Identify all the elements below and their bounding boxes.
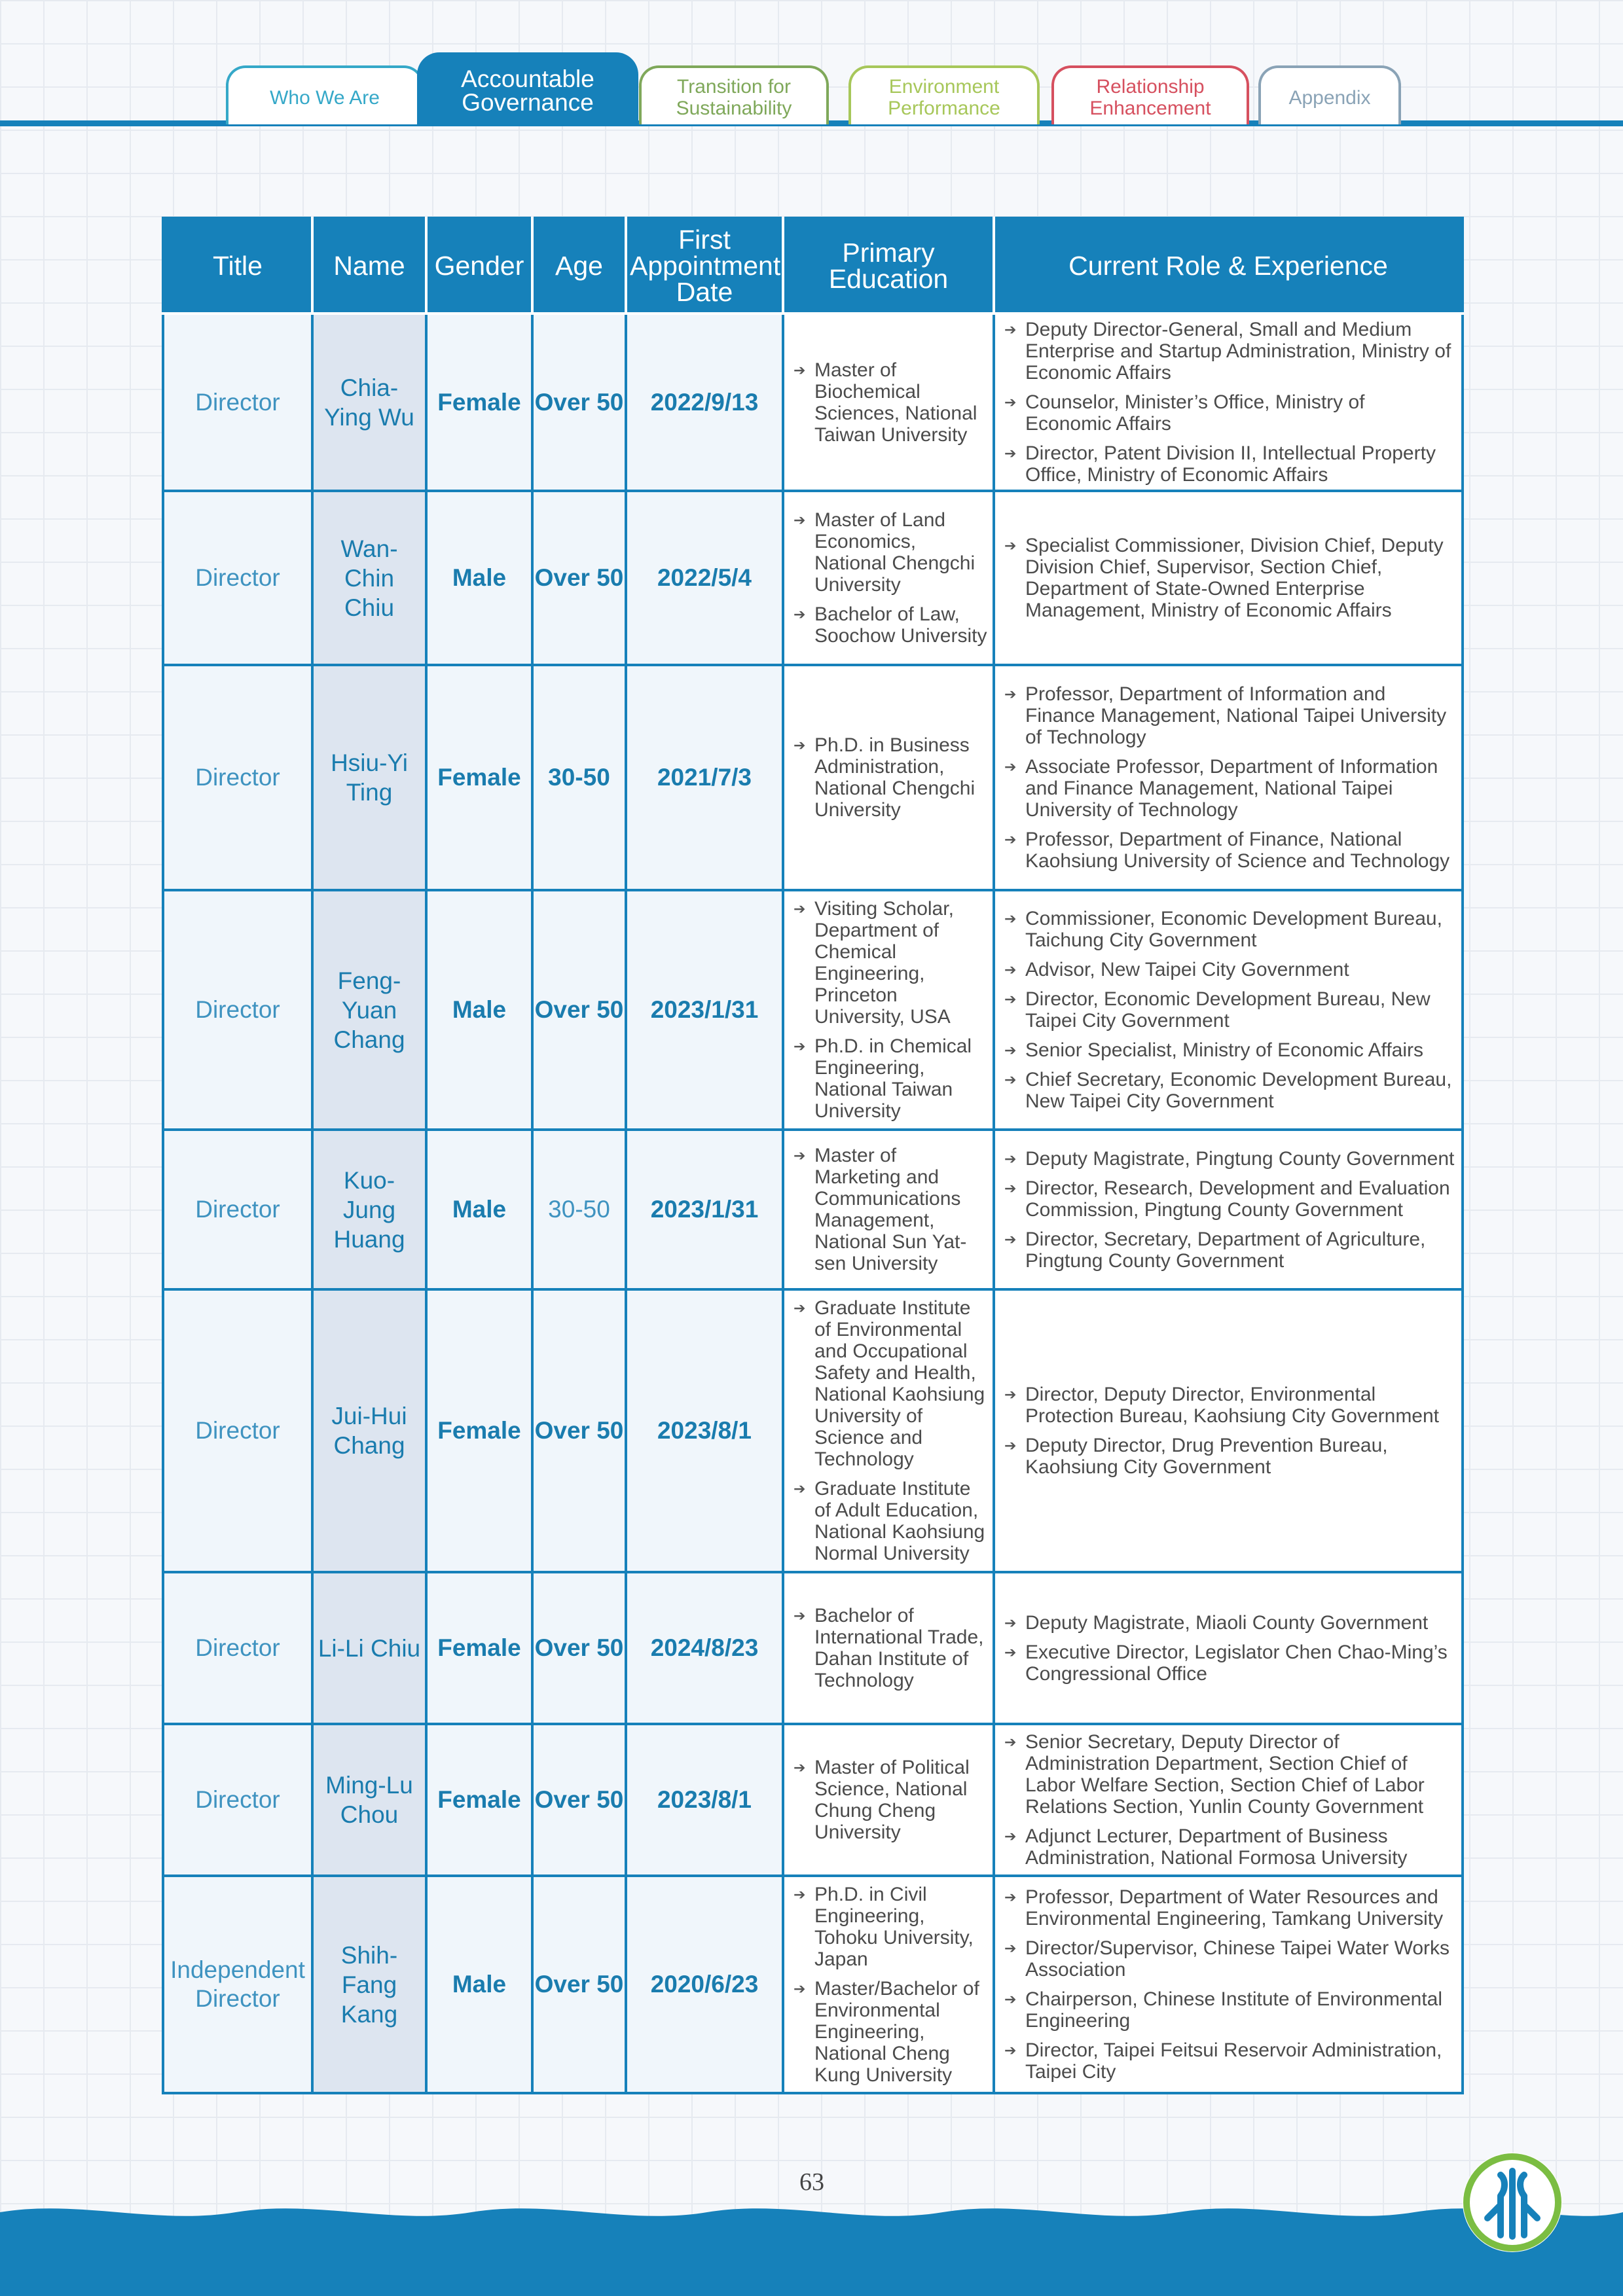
experience-text: Director, Deputy Director, Environmental Protection Bureau, Kaohsiung City Government — [1025, 1384, 1440, 1427]
arrow-icon: ➔ — [793, 512, 806, 528]
name-cell: Wan-Chin Chiu — [312, 491, 426, 665]
table-row — [163, 1724, 1463, 1876]
footer-wave — [0, 2199, 1623, 2296]
experience-item — [1002, 442, 1456, 486]
age-cell: Over 50 — [532, 314, 626, 491]
arrow-icon: ➔ — [793, 1300, 806, 1316]
education-item — [791, 734, 987, 821]
arrow-icon: ➔ — [793, 901, 806, 917]
name-cell: Ming-Lu Chou — [312, 1724, 426, 1876]
experience-item — [1002, 988, 1456, 1031]
experience-list — [1002, 1384, 1456, 1478]
experience-text: Advisor, New Taipei City Government — [1025, 959, 1349, 980]
table-row — [163, 314, 1463, 491]
experience-text: Associate Professor, Department of Information and Finance Management, National Taipei University of Technology — [1025, 756, 1438, 821]
experience-item — [1002, 1069, 1456, 1112]
arrow-icon: ➔ — [1004, 831, 1017, 848]
arrow-icon: ➔ — [1004, 394, 1017, 410]
experience-item — [1002, 1988, 1456, 2032]
name-cell: Hsiu-Yi Ting — [312, 665, 426, 890]
appointment-date-cell: 2023/8/1 — [626, 1289, 783, 1572]
gender-cell: Female — [426, 1289, 532, 1572]
education-item — [791, 1035, 987, 1122]
appointment-date-cell: 2023/8/1 — [626, 1724, 783, 1876]
section-tab-bar — [0, 0, 1623, 131]
age-cell: Over 50 — [532, 1724, 626, 1876]
experience-cell — [994, 1289, 1463, 1572]
appointment-date-cell: 2023/1/31 — [626, 890, 783, 1130]
education-item — [791, 898, 987, 1028]
arrow-icon: ➔ — [793, 1147, 806, 1164]
table-row — [163, 890, 1463, 1130]
education-list — [791, 1757, 987, 1843]
arrow-icon: ➔ — [1004, 910, 1017, 927]
experience-list — [1002, 1612, 1456, 1685]
education-item — [791, 1978, 987, 2086]
experience-item — [1002, 391, 1456, 435]
experience-list — [1002, 1731, 1456, 1869]
experience-text: Senior Secretary, Deputy Director of Administration Department, Section Chief of Labor Welfare Section, Section Chief of Labor Relations Section, Yunlin County Government — [1025, 1731, 1425, 1818]
arrow-icon: ➔ — [1004, 1940, 1017, 1956]
experience-text: Counselor, Minister’s Office, Ministry of Economic Affairs — [1025, 391, 1365, 435]
experience-text: Chief Secretary, Economic Development Bureau, New Taipei City Government — [1025, 1069, 1452, 1112]
gender-cell: Female — [426, 314, 532, 491]
experience-text: Professor, Department of Information and Finance Management, National Taipei University of Technology — [1025, 683, 1447, 748]
name-cell: Jui-Hui Chang — [312, 1289, 426, 1572]
tab-transition-for-sustainability[interactable] — [639, 65, 829, 124]
tab-label: Accountable Governance — [461, 65, 594, 116]
tab-label: Who We Are — [270, 86, 380, 109]
education-text: Master of Political Science, National Chung Cheng University — [814, 1757, 970, 1843]
header-first-appointment-date: First Appointment Date — [626, 218, 783, 314]
age-cell: Over 50 — [532, 1572, 626, 1724]
title-cell: Director — [163, 1289, 312, 1572]
name-cell: Chia-Ying Wu — [312, 314, 426, 491]
arrow-icon: ➔ — [793, 606, 806, 622]
experience-item — [1002, 1612, 1456, 1634]
title-cell: Director — [163, 665, 312, 890]
education-cell — [783, 665, 994, 890]
table-row — [163, 1876, 1463, 2093]
education-list — [791, 509, 987, 647]
age-cell: 30-50 — [532, 665, 626, 890]
education-cell — [783, 1724, 994, 1876]
name-cell: Shih-Fang Kang — [312, 1876, 426, 2093]
education-text: Bachelor of Law, Soochow University — [814, 603, 987, 647]
arrow-icon: ➔ — [793, 1980, 806, 1997]
gender-cell: Female — [426, 1572, 532, 1724]
table-row — [163, 1572, 1463, 1724]
table-row — [163, 665, 1463, 890]
experience-item — [1002, 1641, 1456, 1685]
header-primary-education: Primary Education — [783, 218, 994, 314]
arrow-icon: ➔ — [1004, 1889, 1017, 1905]
experience-cell — [994, 1876, 1463, 2093]
tab-label: Relationship Enhancement — [1089, 76, 1211, 119]
education-cell — [783, 1130, 994, 1289]
arrow-icon: ➔ — [1004, 1828, 1017, 1844]
gender-cell: Male — [426, 491, 532, 665]
education-text: Ph.D. in Chemical Engineering, National Taiwan University — [814, 1035, 972, 1122]
experience-cell — [994, 1724, 1463, 1876]
arrow-icon: ➔ — [1004, 991, 1017, 1007]
arrow-icon: ➔ — [1004, 1386, 1017, 1403]
education-text: Master of Biochemical Sciences, National Taiwan University — [814, 359, 977, 446]
title-cell: Director — [163, 491, 312, 665]
arrow-icon: ➔ — [1004, 686, 1017, 702]
name-cell: Kuo-Jung Huang — [312, 1130, 426, 1289]
age-cell: Over 50 — [532, 890, 626, 1130]
age-cell: Over 50 — [532, 491, 626, 665]
experience-list — [1002, 908, 1456, 1112]
tab-accountable-governance[interactable] — [417, 52, 638, 124]
experience-text: Director/Supervisor, Chinese Taipei Water Works Association — [1025, 1937, 1450, 1981]
education-text: Graduate Institute of Environmental and Occupational Safety and Health, National Kaohsiung University of Science and Technology — [814, 1297, 985, 1470]
education-item — [791, 1884, 987, 1970]
table-header-row — [163, 218, 1463, 314]
title-cell: Director — [163, 1130, 312, 1289]
education-text: Master of Marketing and Communications Management, National Sun Yat-sen University — [814, 1145, 967, 1274]
experience-item — [1002, 1886, 1456, 1929]
education-item — [791, 1478, 987, 1564]
arrow-icon: ➔ — [1004, 1991, 1017, 2007]
experience-text: Deputy Director-General, Small and Medium Enterprise and Startup Administration, Ministry of Economic Affairs — [1025, 319, 1451, 384]
arrow-icon: ➔ — [793, 1886, 806, 1903]
education-cell — [783, 491, 994, 665]
education-cell — [783, 1289, 994, 1572]
education-text: Graduate Institute of Adult Education, National Kaohsiung Normal University — [814, 1478, 985, 1564]
experience-cell — [994, 491, 1463, 665]
education-text: Ph.D. in Business Administration, National Chengchi University — [814, 734, 976, 821]
experience-text: Director, Patent Division II, Intellectual Property Office, Ministry of Economic Affairs — [1025, 442, 1436, 486]
table-row — [163, 1289, 1463, 1572]
experience-cell — [994, 1130, 1463, 1289]
arrow-icon: ➔ — [1004, 1614, 1017, 1631]
arrow-icon: ➔ — [1004, 1230, 1017, 1247]
gender-cell: Male — [426, 1130, 532, 1289]
experience-item — [1002, 1229, 1456, 1272]
experience-text: Deputy Magistrate, Miaoli County Government — [1025, 1611, 1429, 1634]
title-cell: Director — [163, 1724, 312, 1876]
education-text: Ph.D. in Civil Engineering, Tohoku University, Japan — [814, 1883, 974, 1970]
experience-cell — [994, 1572, 1463, 1724]
experience-list — [1002, 535, 1456, 621]
education-item — [791, 1145, 987, 1274]
education-text: Bachelor of International Trade, Dahan Institute of Technology — [814, 1605, 984, 1691]
experience-item — [1002, 1384, 1456, 1427]
experience-list — [1002, 319, 1456, 486]
title-cell: Independent Director — [163, 1876, 312, 2093]
experience-item — [1002, 1177, 1456, 1221]
experience-item — [1002, 319, 1456, 384]
education-item — [791, 603, 987, 647]
appointment-date-cell: 2021/7/3 — [626, 665, 783, 890]
experience-item — [1002, 535, 1456, 621]
appointment-date-cell: 2020/6/23 — [626, 1876, 783, 2093]
board-of-directors-table — [162, 217, 1464, 2094]
experience-item — [1002, 1731, 1456, 1818]
arrow-icon: ➔ — [1004, 2042, 1017, 2058]
experience-item — [1002, 1825, 1456, 1869]
education-text: Master/Bachelor of Environmental Engineering, National Cheng Kung University — [814, 1977, 979, 2086]
arrow-icon: ➔ — [793, 1759, 806, 1776]
arrow-icon: ➔ — [793, 737, 806, 753]
gender-cell: Female — [426, 665, 532, 890]
title-cell: Director — [163, 1572, 312, 1724]
experience-item — [1002, 2039, 1456, 2083]
gender-cell: Male — [426, 1876, 532, 2093]
education-cell — [783, 314, 994, 491]
arrow-icon: ➔ — [1004, 445, 1017, 461]
name-cell: Li-Li Chiu — [312, 1572, 426, 1724]
experience-text: Professor, Department of Finance, National Kaohsiung University of Science and Technology — [1025, 829, 1450, 872]
appointment-date-cell: 2022/5/4 — [626, 491, 783, 665]
experience-text: Director, Taipei Feitsui Reservoir Administration, Taipei City — [1025, 2039, 1442, 2083]
arrow-icon: ➔ — [1004, 321, 1017, 338]
education-list — [791, 1605, 987, 1691]
header-title: Title — [163, 218, 312, 314]
age-cell: Over 50 — [532, 1289, 626, 1572]
education-cell — [783, 1572, 994, 1724]
experience-cell — [994, 314, 1463, 491]
title-cell: Director — [163, 890, 312, 1130]
experience-item — [1002, 1039, 1456, 1061]
experience-cell — [994, 665, 1463, 890]
experience-item — [1002, 1435, 1456, 1478]
arrow-icon: ➔ — [1004, 1071, 1017, 1088]
table-row — [163, 491, 1463, 665]
arrow-icon: ➔ — [1004, 537, 1017, 554]
experience-text: Director, Research, Development and Evaluation Commission, Pingtung County Government — [1025, 1177, 1450, 1221]
arrow-icon: ➔ — [1004, 1437, 1017, 1454]
arrow-icon: ➔ — [1004, 1150, 1017, 1167]
education-item — [791, 359, 987, 446]
education-item — [791, 1605, 987, 1691]
experience-list — [1002, 1148, 1456, 1272]
arrow-icon: ➔ — [793, 1480, 806, 1497]
tab-label: Environment Performance — [888, 76, 1000, 119]
experience-text: Director, Secretary, Department of Agriculture, Pingtung County Government — [1025, 1228, 1426, 1272]
experience-text: Deputy Director, Drug Prevention Bureau, Kaohsiung City Government — [1025, 1435, 1388, 1478]
arrow-icon: ➔ — [1004, 961, 1017, 978]
experience-text: Commissioner, Economic Development Bureau, Taichung City Government — [1025, 908, 1442, 951]
education-list — [791, 734, 987, 821]
education-item — [791, 1297, 987, 1470]
appointment-date-cell: 2024/8/23 — [626, 1572, 783, 1724]
tab-label: Appendix — [1288, 86, 1371, 109]
age-cell: 30-50 — [532, 1130, 626, 1289]
experience-item — [1002, 756, 1456, 821]
experience-list — [1002, 1886, 1456, 2083]
education-text: Master of Land Economics, National Chengchi University — [814, 509, 976, 596]
experience-list — [1002, 683, 1456, 872]
age-cell: Over 50 — [532, 1876, 626, 2093]
education-text: Visiting Scholar, Department of Chemical Engineering, Princeton University, USA — [814, 898, 954, 1028]
education-list — [791, 1884, 987, 2086]
header-current-role-experience: Current Role & Experience — [994, 218, 1463, 314]
arrow-icon: ➔ — [1004, 1179, 1017, 1196]
experience-text: Deputy Magistrate, Pingtung County Government — [1025, 1147, 1455, 1170]
appointment-date-cell: 2023/1/31 — [626, 1130, 783, 1289]
tab-label: Transition for Sustainability — [676, 76, 792, 119]
page-number: 63 — [799, 2168, 824, 2196]
tab-environment-performance[interactable] — [848, 65, 1040, 124]
name-cell: Feng-Yuan Chang — [312, 890, 426, 1130]
education-list — [791, 1145, 987, 1274]
company-logo — [1460, 2150, 1565, 2255]
experience-text: Director, Economic Development Bureau, New Taipei City Government — [1025, 988, 1431, 1031]
experience-item — [1002, 959, 1456, 980]
education-list — [791, 898, 987, 1122]
table-row — [163, 1130, 1463, 1289]
education-item — [791, 1757, 987, 1843]
education-item — [791, 509, 987, 596]
arrow-icon: ➔ — [1004, 1643, 1017, 1660]
education-cell — [783, 890, 994, 1130]
header-gender: Gender — [426, 218, 532, 314]
experience-text: Adjunct Lecturer, Department of Business Administration, National Formosa University — [1025, 1825, 1408, 1869]
experience-item — [1002, 683, 1456, 748]
arrow-icon: ➔ — [793, 1038, 806, 1054]
education-list — [791, 359, 987, 446]
education-cell — [783, 1876, 994, 2093]
tab-relationship-enhancement[interactable] — [1051, 65, 1249, 124]
experience-text: Senior Specialist, Ministry of Economic Affairs — [1025, 1039, 1424, 1061]
arrow-icon: ➔ — [793, 1607, 806, 1624]
experience-item — [1002, 829, 1456, 872]
arrow-icon: ➔ — [1004, 1734, 1017, 1750]
tab-appendix[interactable] — [1258, 65, 1401, 124]
gender-cell: Male — [426, 890, 532, 1130]
title-cell: Director — [163, 314, 312, 491]
tab-who-we-are[interactable] — [226, 65, 424, 124]
header-name: Name — [312, 218, 426, 314]
experience-cell — [994, 890, 1463, 1130]
education-list — [791, 1297, 987, 1564]
experience-item — [1002, 1937, 1456, 1981]
experience-text: Specialist Commissioner, Division Chief, Deputy Division Chief, Supervisor, Section Chief, Department of State-Owned Enterprise Management, Ministry of Economic Affairs — [1025, 535, 1444, 621]
appointment-date-cell: 2022/9/13 — [626, 314, 783, 491]
gender-cell: Female — [426, 1724, 532, 1876]
header-age: Age — [532, 218, 626, 314]
experience-text: Executive Director, Legislator Chen Chao-Ming’s Congressional Office — [1025, 1641, 1448, 1685]
arrow-icon: ➔ — [1004, 1042, 1017, 1058]
experience-text: Professor, Department of Water Resources and Environmental Engineering, Tamkang University — [1025, 1886, 1444, 1929]
arrow-icon: ➔ — [793, 361, 806, 378]
arrow-icon: ➔ — [1004, 759, 1017, 775]
experience-item — [1002, 908, 1456, 951]
experience-text: Chairperson, Chinese Institute of Environmental Engineering — [1025, 1988, 1443, 2032]
experience-item — [1002, 1148, 1456, 1170]
